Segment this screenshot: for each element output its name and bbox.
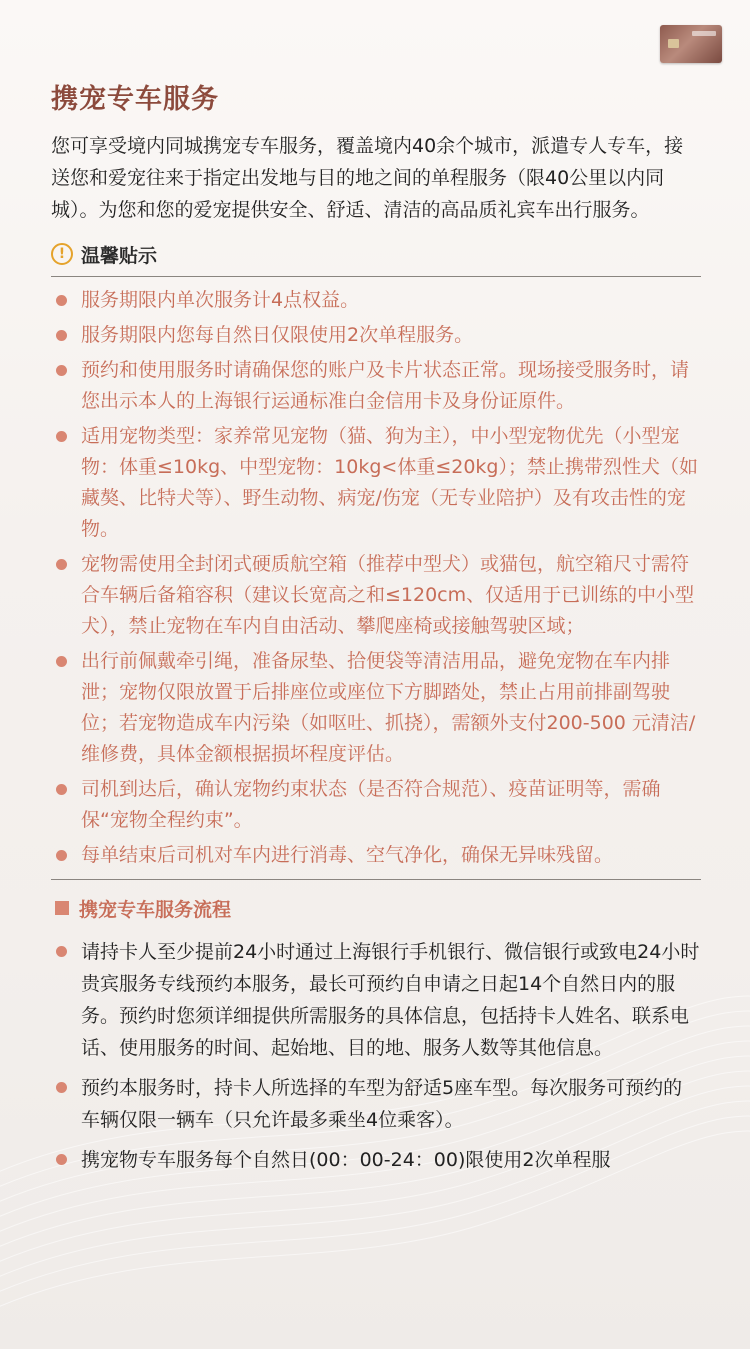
- list-item: 出行前佩戴牵引绳，准备尿垫、拾便袋等清洁用品，避免宠物在车内排泄；宠物仅限放置于后排座位或座位下方脚踏处，禁止占用前排副驾驶位；若宠物造成车内污染（如呕吐、抓挠），需额外支付200-500 元清洁/维修费，具体金额根据损坏程度评估。: [51, 646, 701, 770]
- tips-header: [51, 238, 701, 270]
- bullet-icon: [56, 365, 67, 376]
- bullet-icon: [56, 295, 67, 306]
- list-item: 预约和使用服务时请确保您的账户及卡片状态正常。现场接受服务时，请您出示本人的上海银行运通标准白金信用卡及身份证原件。: [51, 355, 701, 417]
- bullet-icon: [56, 850, 67, 861]
- warning-icon: !: [51, 243, 73, 265]
- list-item: 服务期限内您每自然日仅限使用2次单程服务。: [51, 320, 701, 351]
- list-item: 司机到达后，确认宠物约束状态（是否符合规范）、疫苗证明等，需确保“宠物全程约束”。: [51, 774, 701, 836]
- list-item: 每单结束后司机对车内进行消毒、空气净化，确保无异味残留。: [51, 840, 701, 871]
- tips-list: [51, 285, 701, 871]
- square-bullet-icon: [55, 901, 69, 915]
- flow-header: [51, 892, 701, 924]
- tips-heading: 温馨贴示: [81, 244, 158, 267]
- list-item: 宠物需使用全封闭式硬质航空箱（推荐中型犬）或猫包，航空箱尺寸需符合车辆后备箱容积（建议长宽高之和≤120cm、仅适用于已训练的中小型犬），禁止宠物在车内自由活动、攀爬座椅或接触驾驶区域；: [51, 549, 701, 642]
- list-item: 携宠物专车服务每个自然日(00：00-24：00)限使用2次单程服: [51, 1144, 701, 1176]
- bullet-icon: [56, 1082, 67, 1093]
- divider: [51, 276, 701, 277]
- credit-card-thumbnail: [660, 25, 722, 63]
- divider: [51, 879, 701, 880]
- page-title: 携宠专车服务: [51, 84, 219, 115]
- list-item: 适用宠物类型：家养常见宠物（猫、狗为主），中小型宠物优先（小型宠物：体重≤10kg、中型宠物：10kg<体重≤20kg）；禁止携带烈性犬（如藏獒、比特犬等）、野生动物、病宠/伤宠（无专业陪护）及有攻击性的宠物。: [51, 421, 701, 545]
- flow-list: [51, 936, 701, 1176]
- bullet-icon: [56, 431, 67, 442]
- list-item: 服务期限内单次服务计4点权益。: [51, 285, 701, 316]
- intro-paragraph: 您可享受境内同城携宠专车服务，覆盖境内40余个城市，派遣专人专车，接送您和爱宠往来于指定出发地与目的地之间的单程服务（限40公里以内同城）。为您和您的爱宠提供安全、舒适、清洁的高品质礼宾车出行服务。: [51, 135, 684, 221]
- bullet-icon: [56, 559, 67, 570]
- card-logo-icon: [692, 31, 716, 36]
- bullet-icon: [56, 784, 67, 795]
- bullet-icon: [56, 330, 67, 341]
- bullet-icon: [56, 1154, 67, 1165]
- flow-heading: 携宠专车服务流程: [79, 898, 232, 921]
- bullet-icon: [56, 656, 67, 667]
- bullet-icon: [56, 946, 67, 957]
- list-item: 请持卡人至少提前24小时通过上海银行手机银行、微信银行或致电24小时贵宾服务专线预约本服务，最长可预约自申请之日起14个自然日内的服务。预约时您须详细提供所需服务的具体信息，包括持卡人姓名、联系电话、使用服务的时间、起始地、目的地、服务人数等其他信息。: [51, 936, 701, 1064]
- list-item: 预约本服务时，持卡人所选择的车型为舒适5座车型。每次服务可预约的车辆仅限一辆车（只允许最多乘坐4位乘客）。: [51, 1072, 701, 1136]
- card-chip-icon: [668, 39, 679, 48]
- main-content: [51, 80, 701, 1184]
